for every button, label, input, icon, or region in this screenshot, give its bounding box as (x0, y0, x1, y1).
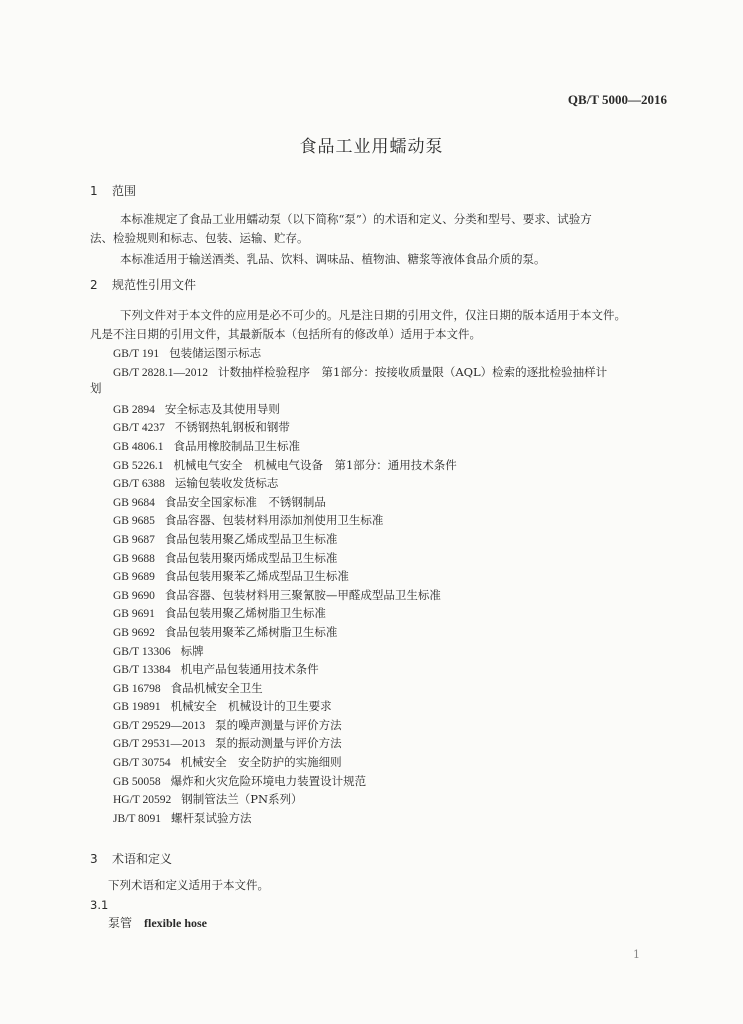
page-number: 1 (633, 948, 640, 961)
reference-title: 食品包装用聚乙烯树脂卫生标准 (164, 606, 326, 621)
reference-title: 爆炸和火灾危险环境电力装置设计规范 (170, 773, 367, 788)
term-chinese: 泵管 (108, 916, 133, 930)
reference-title: 泵的振动测量与评价方法 (215, 736, 342, 751)
reference-title: 运输包装收发货标志 (174, 476, 279, 491)
reference-item (113, 679, 607, 698)
reference-item (113, 790, 607, 809)
reference-item (113, 586, 607, 605)
reference-item (113, 456, 607, 475)
reference-title: 食品容器、包装材料用添加剂使用卫生标准 (164, 513, 384, 528)
reference-title: 包装储运图示标志 (169, 346, 262, 360)
term-number: 3.1 (90, 898, 109, 912)
reference-item (113, 530, 607, 549)
reference-item (113, 734, 607, 753)
reference-item (113, 474, 607, 493)
reference-code: GB 16798 (113, 682, 161, 695)
reference-item (113, 642, 607, 661)
section-number: 2 (90, 278, 98, 292)
reference-title: 螺杆泵试验方法 (171, 810, 252, 825)
reference-item (113, 511, 607, 530)
reference-title: 食品包装用聚乙烯成型品卫生标准 (164, 531, 338, 546)
reference-code: GB 2894 (113, 403, 155, 416)
standard-code: QB/T 5000—2016 (567, 92, 667, 107)
reference-code: GB/T 6388 (113, 478, 165, 491)
reference-list (113, 344, 607, 827)
scope-para1-line2: 法、检验规则和标志、包装、运输、贮存。 (90, 231, 309, 245)
section-2-heading (90, 276, 196, 293)
reference-code: GB 9688 (113, 552, 155, 565)
reference-code: GB/T 4237 (113, 422, 165, 435)
reference-code: GB 9690 (113, 589, 155, 602)
section-number: 1 (90, 184, 98, 198)
reference-item (113, 363, 607, 382)
reference-item (113, 400, 607, 419)
reference-item (113, 604, 607, 623)
document-title: 食品工业用蠕动泵 (299, 137, 444, 157)
normative-intro-line1: 下列文件对于本文件的应用是必不可少的。凡是注日期的引用文件，仅注日期的版本适用于本文件。 (120, 308, 626, 322)
reference-title: 机械安全 机械设计的卫生要求 (170, 699, 332, 714)
reference-item (113, 753, 607, 772)
reference-code: GB 19891 (113, 701, 161, 714)
reference-title: 食品包装用聚苯乙烯树脂卫生标准 (164, 624, 338, 639)
reference-wrap-tail: 划 (90, 381, 102, 395)
reference-code: GB 9684 (113, 496, 155, 509)
reference-title: 泵的噪声测量与评价方法 (215, 717, 342, 732)
section-1-heading (90, 182, 136, 199)
reference-item (113, 493, 607, 512)
reference-code: GB/T 29531—2013 (113, 738, 206, 751)
term-english: flexible hose (144, 916, 208, 930)
reference-code: GB/T 13306 (113, 645, 171, 658)
terms-intro: 下列术语和定义适用于本文件。 (108, 878, 269, 892)
reference-item (113, 344, 607, 363)
reference-item (113, 623, 607, 642)
reference-title: 钢制管法兰（PN系列） (181, 792, 303, 807)
section-3-heading (90, 850, 172, 867)
reference-item (113, 418, 607, 437)
reference-code: GB 9691 (113, 608, 155, 621)
section-title: 规范性引用文件 (112, 278, 197, 292)
section-title: 术语和定义 (112, 852, 173, 866)
reference-title: 食品包装用聚丙烯成型品卫生标准 (164, 550, 338, 565)
reference-title: 计数抽样检验程序 第1部分：按接收质量限（AQL）检索的逐批检验抽样计 (218, 364, 608, 379)
section-title: 范围 (112, 184, 137, 198)
reference-code: JB/T 8091 (113, 812, 162, 825)
section-number: 3 (90, 852, 98, 866)
reference-code: GB/T 2828.1—2012 (113, 366, 208, 379)
reference-title: 标牌 (180, 643, 204, 658)
reference-code: HG/T 20592 (113, 794, 172, 807)
reference-code: GB 4806.1 (113, 440, 164, 453)
reference-item (113, 437, 607, 456)
reference-title: 机械电气安全 机械电气设备 第1部分：通用技术条件 (173, 457, 457, 472)
reference-title: 食品容器、包装材料用三聚氰胺—甲醛成型品卫生标准 (164, 587, 441, 602)
reference-item (113, 772, 607, 791)
reference-code: GB/T 29529—2013 (113, 719, 206, 732)
reference-item (113, 809, 607, 828)
reference-title: 机电产品包装通用技术条件 (180, 662, 319, 677)
reference-item (113, 697, 607, 716)
term-entry (108, 914, 207, 932)
reference-code: GB 5226.1 (113, 459, 164, 472)
reference-title: 食品用橡胶制品卫生标准 (173, 438, 300, 453)
reference-item (113, 660, 607, 679)
reference-item (113, 716, 607, 735)
reference-title: 食品安全国家标准 不锈钢制品 (164, 494, 326, 509)
scope-para1-line1: 本标准规定了食品工业用蠕动泵（以下简称“泵”）的术语和定义、分类和型号、要求、试验方 (120, 212, 592, 226)
reference-item (113, 549, 607, 568)
reference-item (113, 567, 607, 586)
reference-code: GB 9687 (113, 533, 155, 546)
normative-intro-line2: 凡是不注日期的引用文件，其最新版本（包括所有的修改单）适用于本文件。 (90, 327, 481, 341)
reference-item-spacer (113, 381, 607, 400)
reference-code: GB/T 191 (113, 348, 160, 360)
reference-title: 食品包装用聚苯乙烯成型品卫生标准 (164, 569, 349, 584)
reference-title: 安全标志及其使用导则 (164, 401, 280, 416)
scope-para2: 本标准适用于输送酒类、乳品、饮料、调味品、植物油、糖浆等液体食品介质的泵。 (120, 252, 546, 266)
reference-title: 机械安全 安全防护的实施细则 (180, 755, 342, 770)
reference-code: GB 9685 (113, 515, 155, 528)
reference-code: GB/T 13384 (113, 664, 171, 677)
reference-title: 食品机械安全卫生 (170, 680, 263, 695)
reference-code: GB/T 30754 (113, 757, 171, 770)
reference-code: GB 50058 (113, 775, 161, 788)
reference-code: GB 9689 (113, 571, 155, 584)
reference-title: 不锈钢热轧钢板和钢带 (174, 420, 290, 435)
reference-code: GB 9692 (113, 626, 155, 639)
